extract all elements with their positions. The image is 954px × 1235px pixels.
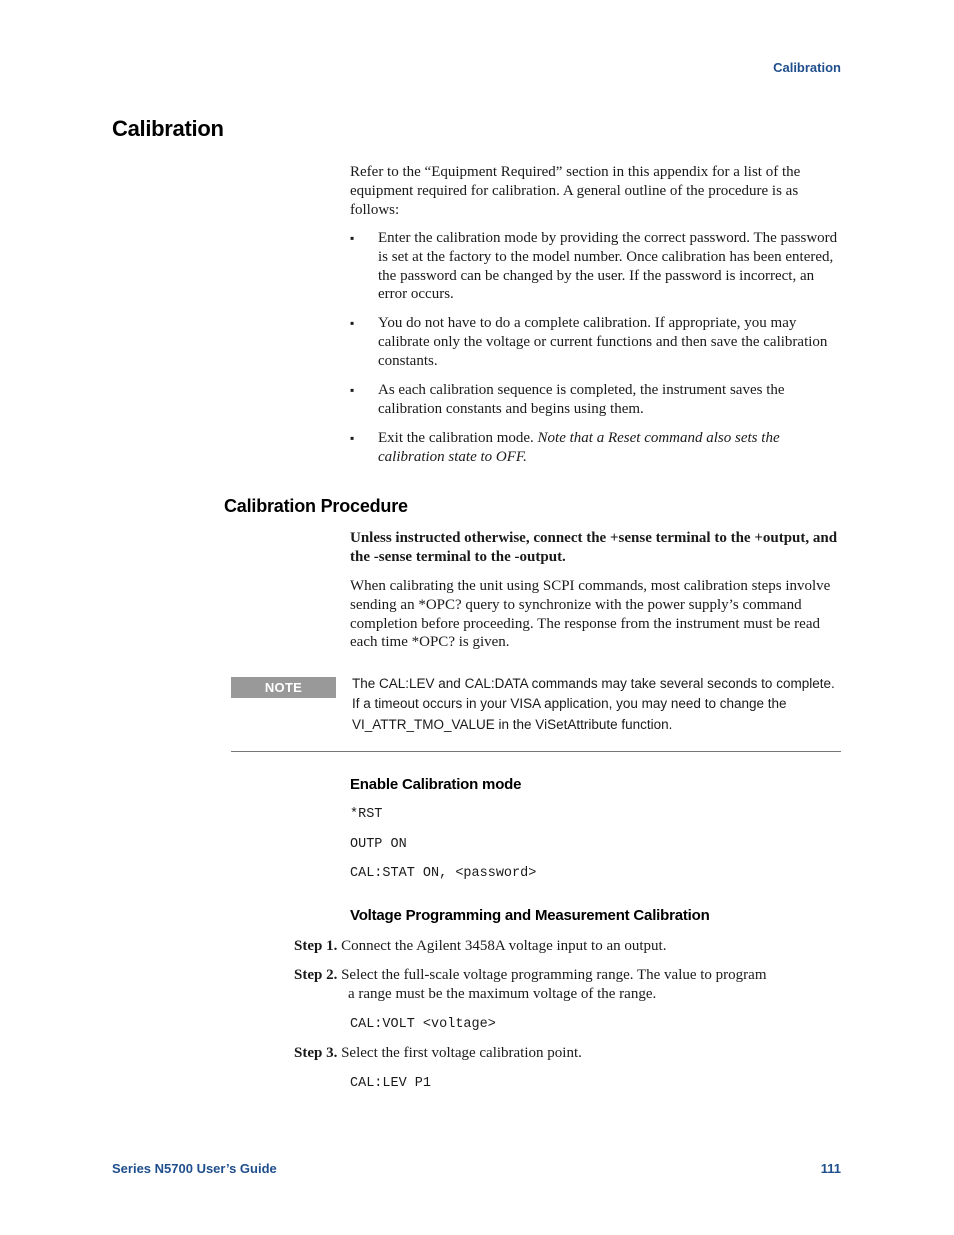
code-line: CAL:STAT ON, <password> [350,866,537,881]
step-label: Step 3. [294,1045,338,1061]
step-text: Select the full-scale voltage programming range. The value to program [341,967,767,983]
intro-paragraph: Refer to the “Equipment Required” section in this appendix for a list of the equipment required for calibration. A general outline of the procedure is as follows: [350,164,801,218]
bullet-text: You do not have to do a complete calibration. If appropriate, you may calibrate only the voltage or current functions and then save the calibration constants. [378,315,828,369]
code-line: OUTP ON [350,837,407,852]
code-line: *RST [350,807,383,822]
enable-mode-title: Enable Calibration mode [350,776,522,793]
note-text: The CAL:LEV and CAL:DATA commands may take several seconds to complete. If a timeout occurs in your VISA application, you may need to change the VI_ATTR_TMO_VALUE in the ViSetAttribute function. [352,676,835,732]
bullet-emphasis: Note that a Reset command also sets the calibration state to OFF. [378,429,780,465]
bullet-icon: ▪ [350,382,355,397]
section-title: Calibration [112,116,224,141]
step-3 [294,1044,842,1063]
bullet-icon: ▪ [350,430,355,445]
bullet-icon: ▪ [350,316,355,331]
bullet-item [350,381,842,419]
step-label: Step 1. [294,938,338,954]
footer-page-number: 111 [820,1161,841,1176]
code-line: CAL:VOLT <voltage> [350,1017,496,1032]
footer-guide-title: Series N5700 User’s Guide [112,1161,277,1176]
step-text: Connect the Agilent 3458A voltage input to an output. [341,938,667,954]
bullet-item [350,314,842,370]
step-1 [294,937,842,956]
step-text: Select the first voltage calibration point. [341,1045,582,1061]
procedure-instruction: Unless instructed otherwise, connect the +sense terminal to the +output, and the -sense terminal to the -output. [350,530,838,565]
bullet-text: Exit the calibration mode. [378,429,538,446]
bullet-text: As each calibration sequence is completed, the instrument saves the calibration constants and begins using them. [378,381,785,417]
bullet-text: Enter the calibration mode by providing the correct password. The password is set at the factory to the model number. Once calibration has been entered, the password can be changed by the user. If the password is incorrect, an error occurs. [378,230,838,303]
voltage-cal-title: Voltage Programming and Measurement Calibration [350,907,710,924]
note-divider [231,751,841,752]
bullet-item [350,229,842,304]
step-text-continued: a range must be the maximum voltage of the range. [348,986,657,1002]
code-line: CAL:LEV P1 [350,1076,432,1091]
step-2 [294,966,842,1004]
procedure-title: Calibration Procedure [224,496,408,516]
step-label: Step 2. [294,967,338,983]
procedure-paragraph: When calibrating the unit using SCPI commands, most calibration steps involve sending an *OPC? query to synchronize with the power supply’s command completion before proceeding. The response from the instrument must be read each time *OPC? is given. [350,578,831,651]
bullet-item [350,429,842,467]
running-header: Calibration [773,60,841,75]
outline-bullet-list [350,229,842,477]
bullet-icon: ▪ [350,231,355,245]
note-badge: NOTE [231,677,336,698]
